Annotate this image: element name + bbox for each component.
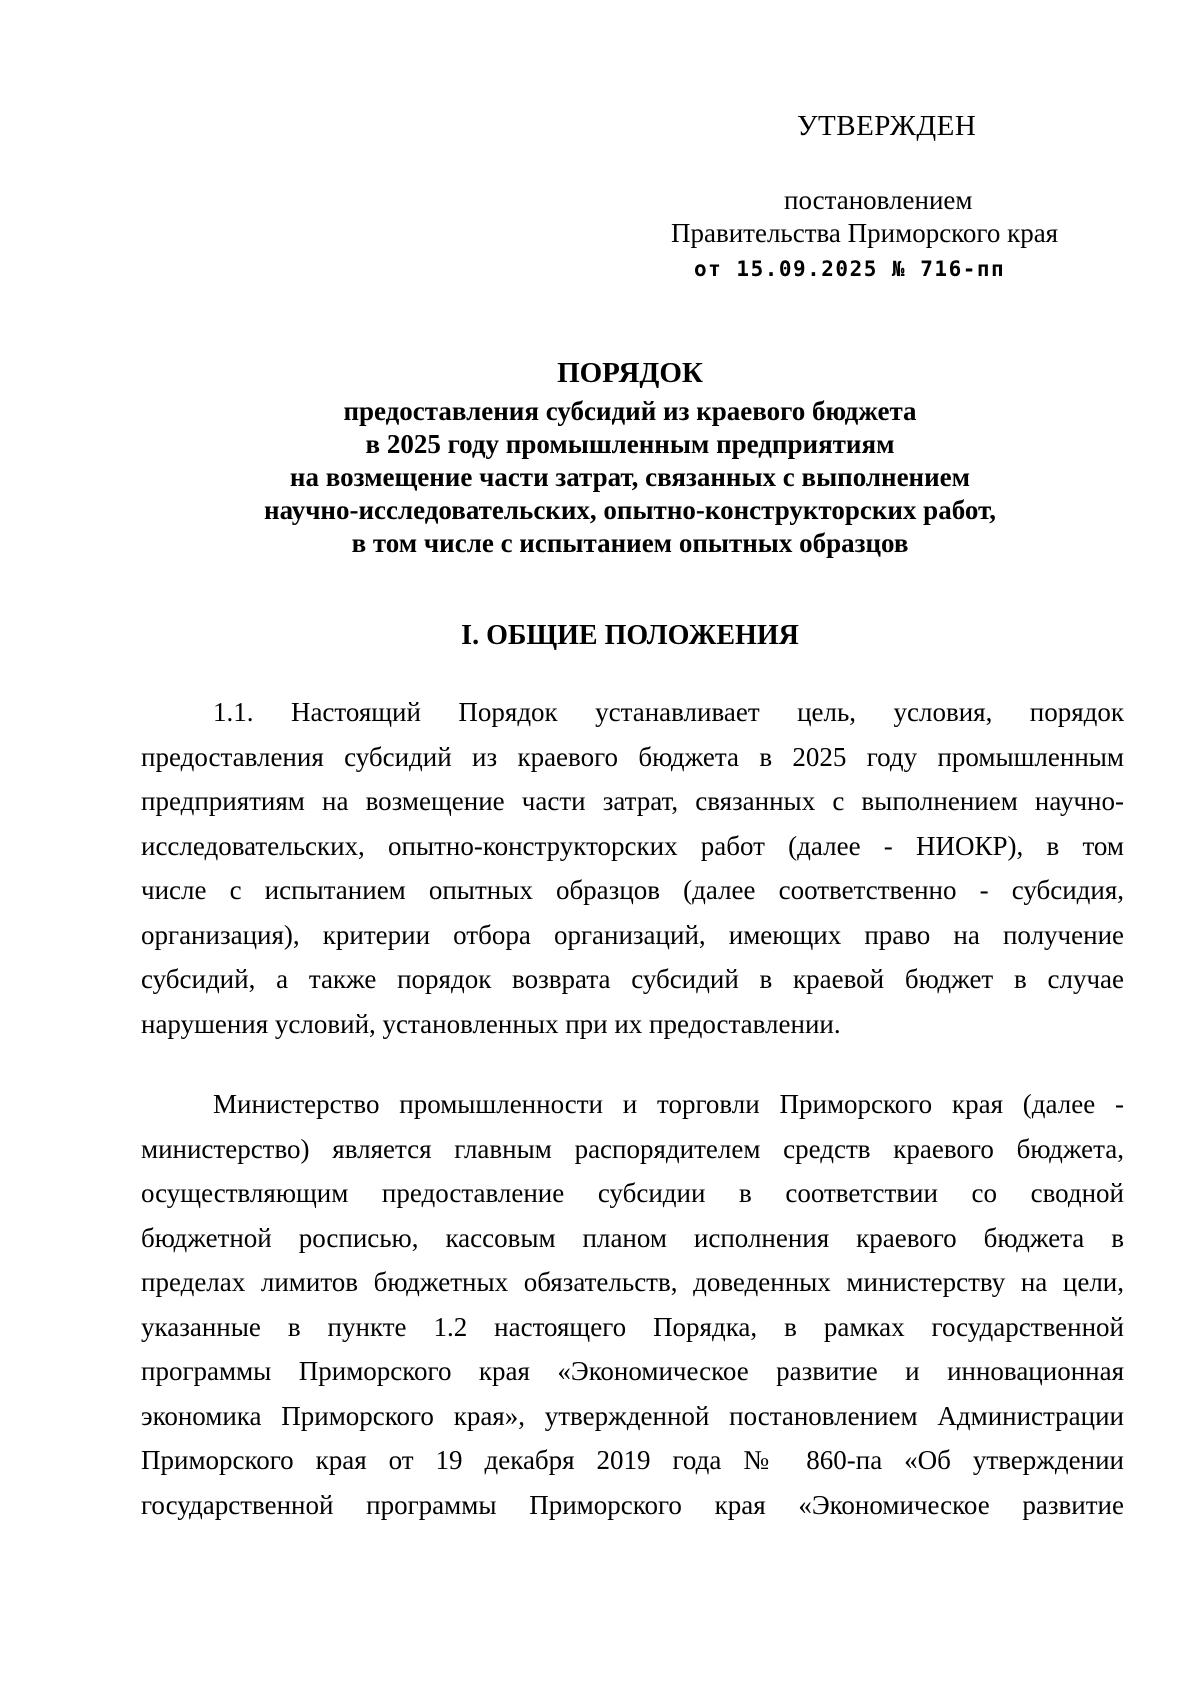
paragraph-line: предоставления субсидий из краевого бюджета в 2025 году промышленным xyxy=(141,741,1124,772)
paragraph-1-1 xyxy=(141,690,1124,1046)
title-line: в том числе с испытанием опытных образцов xyxy=(351,528,909,558)
paragraph-line: числе с испытанием опытных образцов (далее соответственно - субсидия, xyxy=(141,875,1124,905)
paragraph-line: Министерство промышленности и торговли Приморского края (далее - xyxy=(213,1089,1124,1119)
title-line: научно-исследовательских, опытно-конструкторских работ, xyxy=(264,495,996,525)
approval-line-resolution: постановлением xyxy=(784,185,973,215)
paragraph-line: 1.1. Настоящий Порядок устанавливает цель, условия, порядок xyxy=(213,697,1124,727)
paragraph-line: министерство) является главным распорядителем средств краевого бюджета, xyxy=(141,1133,1124,1164)
approval-date-number-stamp: от 15.09.2025 № 716-пп xyxy=(694,257,1006,281)
title-line: на возмещение части затрат, связанных с выполнением xyxy=(289,462,971,492)
paragraph-line: осуществляющим предоставление субсидии в соответствии со сводной xyxy=(141,1178,1124,1208)
paragraph-line: пределах лимитов бюджетных обязательств, доведенных министерству на цели, xyxy=(141,1267,1124,1297)
paragraph-line: бюджетной росписью, кассовым планом исполнения краевого бюджета в xyxy=(141,1222,1124,1253)
paragraph-line: организация), критерии отбора организаций, имеющих право на получение xyxy=(141,919,1124,950)
title-line: в 2025 году промышленным предприятиям xyxy=(365,429,895,459)
paragraph-line: исследовательских, опытно-конструкторских работ (далее - НИОКР), в том xyxy=(141,830,1124,861)
paragraph-line: указанные в пункте 1.2 настоящего Порядка, в рамках государственной xyxy=(141,1311,1124,1342)
approval-line-government: Правительства Приморского края xyxy=(671,218,1059,248)
approval-heading: УТВЕРЖДЕН xyxy=(797,110,977,142)
paragraph-line: предприятиям на возмещение части затрат, связанных с выполнением научно- xyxy=(141,786,1124,816)
paragraph-line: экономика Приморского края», утвержденной постановлением Администрации xyxy=(141,1400,1124,1431)
paragraph-line: нарушения условий, установленных при их предоставлении. xyxy=(141,1008,841,1039)
title-line: предоставления субсидий из краевого бюджета xyxy=(343,396,917,426)
section-heading: I. ОБЩИЕ ПОЛОЖЕНИЯ xyxy=(461,620,799,651)
document-title: ПОРЯДОК xyxy=(557,357,703,389)
paragraph-line: государственной программы Приморского края «Экономическое развитие xyxy=(141,1489,1124,1520)
paragraph-line: программы Приморского края «Экономическое развитие и инновационная xyxy=(141,1356,1124,1386)
document-title-block xyxy=(140,355,1120,560)
paragraph-line: Приморского края от 19 декабря 2019 года № 860-па «Об утверждении xyxy=(141,1445,1124,1475)
paragraph-line: субсидий, а также порядок возврата субсидий в краевой бюджет в случае xyxy=(141,964,1124,994)
paragraph-ministry xyxy=(141,1082,1124,1527)
